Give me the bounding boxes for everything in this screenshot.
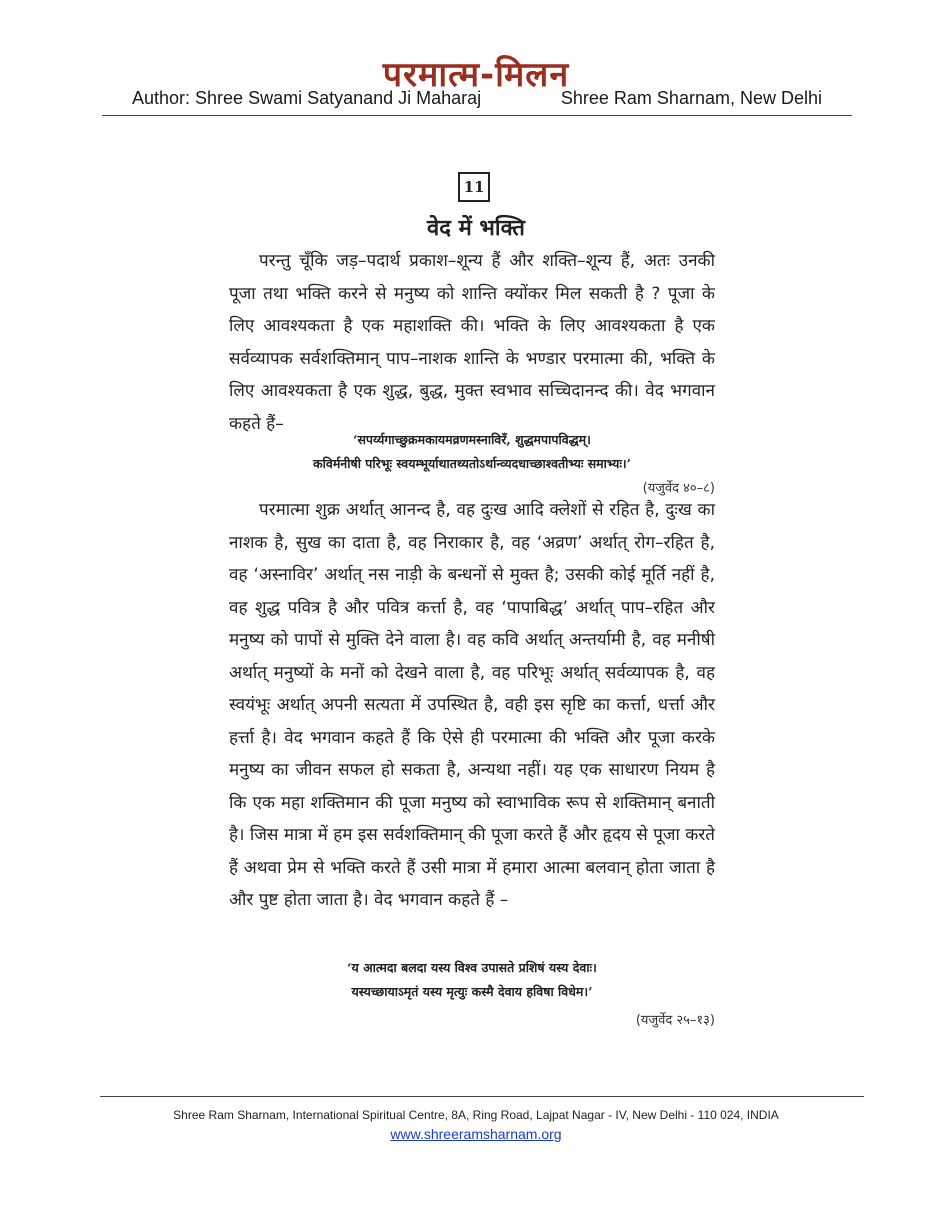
- verse-2-line-2: यस्यच्छायाऽमृतं यस्य मृत्युः कस्मै देवाय हविषा विधेम।’: [351, 984, 593, 999]
- page-title: परमात्म-मिलन: [382, 55, 570, 95]
- verse-1-line-2: कविर्मनीषी परिभूः स्वयम्भूर्याथातथ्यतोऽर्थान्व्यदधाच्छाश्वतीभ्यः समाभ्यः।’: [313, 456, 631, 471]
- verse-1-reference: (यजुर्वेद ४०–८): [642, 481, 715, 496]
- footer-divider: [100, 1096, 864, 1097]
- paragraph-2: परमात्मा शुक्र अर्थात् आनन्द है, वह दुःख आदि क्लेशों से रहित है, दुःख का नाशक है, सुख का दाता है, वह निराकार है, वह ‘अव्रण’ अर्थात् रोग–रहित है, वह ‘अस्नाविर’ अर्थात् नस नाड़ी के बन्धनों से मुक्त है; उसकी कोई मूर्ति नहीं है, वह शुद्ध पवित्र है और पवित्र कर्त्ता है, वह ‘पापाबिद्ध’ अर्थात् पाप–रहित और मनुष्य को पापों से मुक्ति देने वाला है। वह कवि अर्थात् अन्तर्यामी है, वह मनीषी अर्थात् मनुष्यों के मनों को देखने वाला है, वह परिभूः अर्थात् सर्वव्यापक है, वह स्वयंभूः अर्थात् अपनी सत्यता में उपस्थित है, वही इस सृष्टि का कर्त्ता, धर्त्ता और हर्त्ता है। वेद भगवान कहते हैं कि ऐसे ही परमात्मा की भक्ति और पूजा करके मनुष्य का जीवन सफल हो सकता है, अन्यथा नहीं। यह एक साधारण नियम है कि एक महा शक्तिमान की पूजा मनुष्य को स्वाभाविक रूप से शक्तिमान् बनाती है। जिस मात्रा में हम इस सर्वशक्तिमान् की पूजा करते हैं और हृदय से पूजा करते हैं अथवा प्रेम से भक्ति करते हैं उसी मात्रा में हमारा आत्मा बलवान् होता जाता है और पुष्ट होता जाता है। वेद भगवान कहते हैं –: [229, 500, 715, 910]
- header-author: Author: Shree Swami Satyanand Ji Maharaj: [132, 88, 482, 108]
- header-publisher: Shree Ram Sharnam, New Delhi: [560, 88, 822, 108]
- verse-2: [229, 956, 715, 1004]
- paragraph-1: परन्तु चूँकि जड़–पदार्थ प्रकाश–शून्य हैं और शक्ति–शून्य हैं, अतः उनकी पूजा तथा भक्ति करने से मनुष्य को शान्ति क्योंकर मिल सकती है ? पूजा के लिए आवश्यकता है एक महाशक्ति की। भक्ति के लिए आवश्यकता है एक सर्वव्यापक सर्वशक्तिमान् पाप–नाशक शान्ति के भण्डार परमात्मा की, भक्ति के लिए आवश्यकता है एक शुद्ध, बुद्ध, मुक्त स्वभाव सच्चिदानन्द की। वेद भगवान कहते हैं–: [229, 251, 715, 434]
- header-divider: [102, 115, 852, 116]
- verse-1-line-1: ‘सपर्य्यगाच्छुक्रमकायमव्रणमस्नाविरँ, शुद्धमपापविद्धम्।: [353, 432, 591, 447]
- verse-2-line-1: ‘य आत्मदा बलदा यस्य विश्व उपासते प्रशिषं यस्य देवाः।: [347, 960, 597, 975]
- chapter-title: वेद में भक्ति: [427, 216, 525, 241]
- verse-2-reference: (यजुर्वेद २५–१३): [635, 1013, 715, 1028]
- footer-address: Shree Ram Sharnam, International Spiritual Centre, 8A, Ring Road, Lajpat Nagar - IV, New Delhi - 110 024, INDIA: [173, 1108, 779, 1122]
- verse-1: [229, 428, 715, 476]
- chapter-number: 11: [458, 172, 490, 202]
- website-link[interactable]: www.shreeramsharnam.org: [390, 1126, 562, 1142]
